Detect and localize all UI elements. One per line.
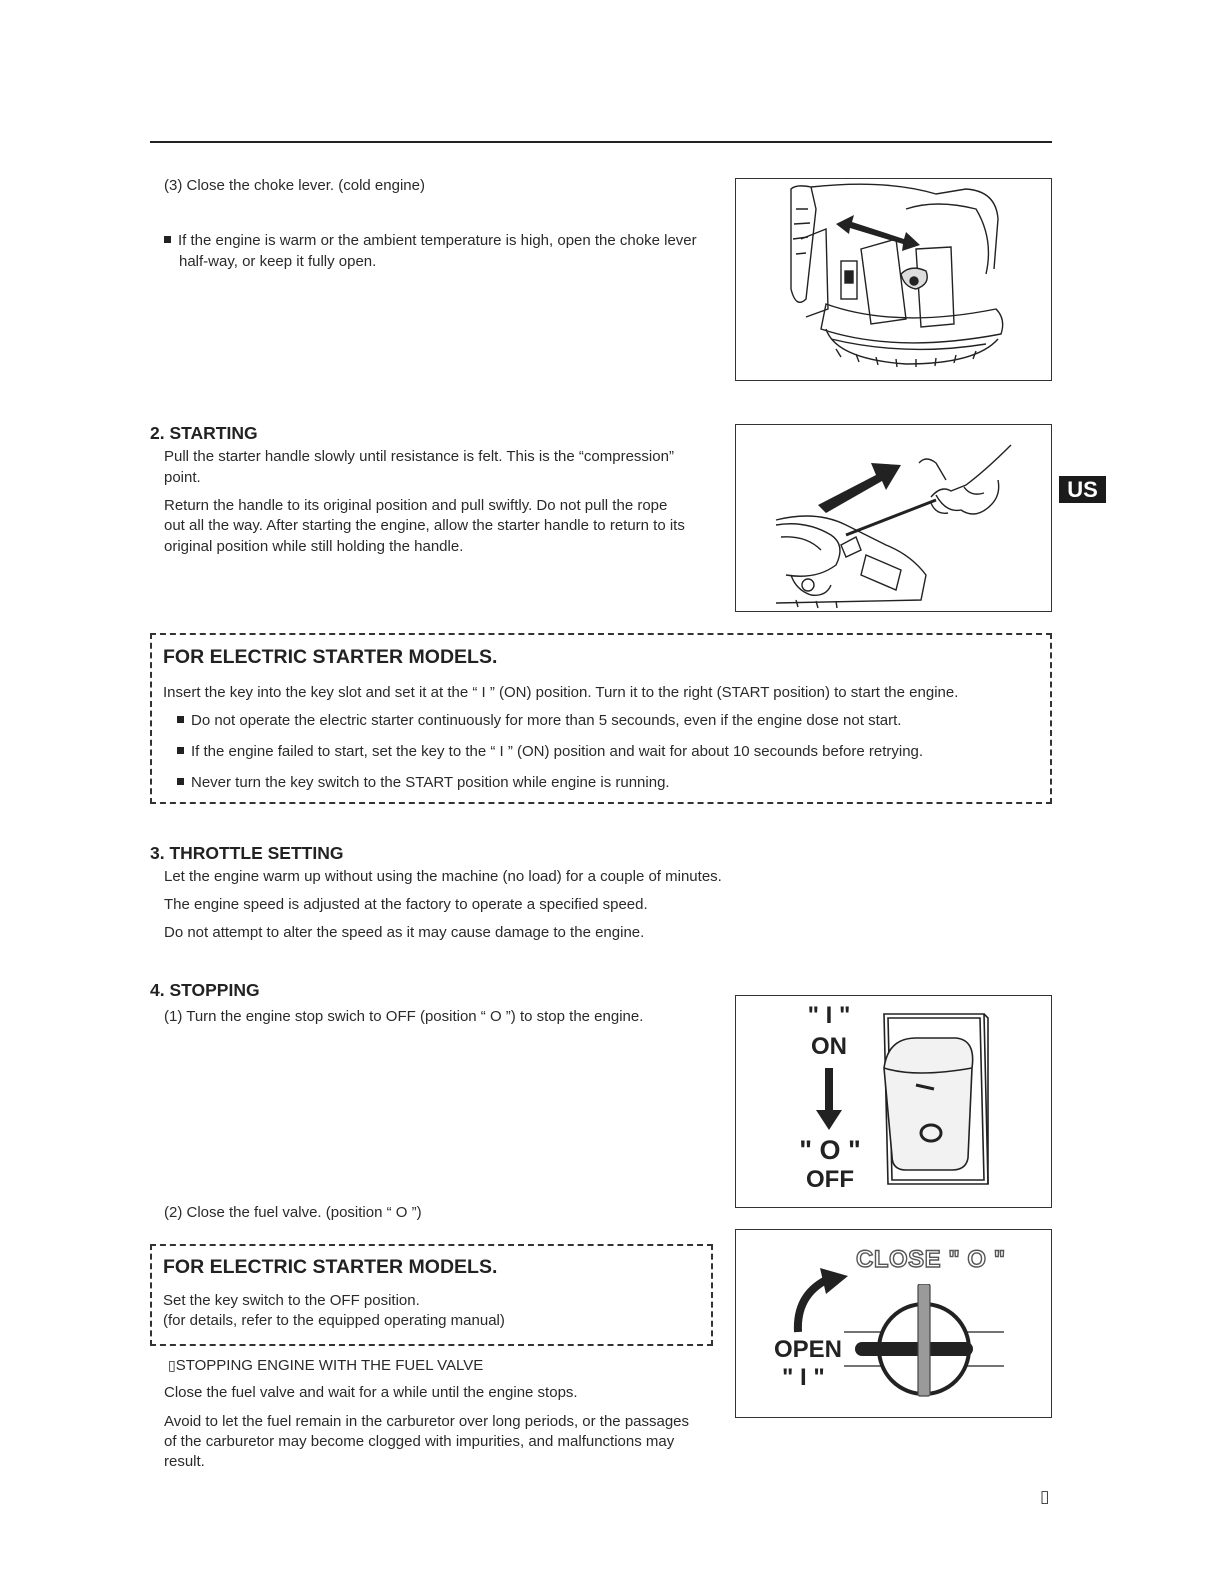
throttle-line: Do not attempt to alter the speed as it may cause damage to the engine. <box>164 924 645 941</box>
electric-stop-line1: Set the key switch to the OFF position. <box>163 1292 420 1309</box>
starting-p1-line2: point. <box>164 469 201 486</box>
starting-p2-line2: out all the way. After starting the engine, allow the starter handle to return to its <box>164 517 685 534</box>
choke-illustration <box>736 179 1050 379</box>
stopping-step-1: (1) Turn the engine stop swich to OFF (position “ O ”) to stop the engine. <box>164 1008 644 1025</box>
close-label: CLOSE " O " <box>856 1246 1006 1273</box>
top-rule <box>150 141 1052 143</box>
fuel-valve-p2-line3: result. <box>164 1453 205 1470</box>
electric-starter-bullet: Do not operate the electric starter continuously for more than 5 secounds, even if the engine dose not start. <box>177 711 901 731</box>
page-number-glyph: ▯ <box>1040 1487 1050 1506</box>
stopping-step-2: (2) Close the fuel valve. (position “ O ”) <box>164 1204 422 1221</box>
electric-starter-bullet: If the engine failed to start, set the key to the “ I ” (ON) position and wait for about 10 secounds before retrying. <box>177 742 923 762</box>
fuel-valve-p2-line2: of the carburetor may become clogged with impurities, and malfunctions may <box>164 1433 675 1450</box>
choke-figure <box>735 178 1052 381</box>
valve-knob-icon <box>844 1284 1009 1410</box>
fuel-valve-heading-text: STOPPING ENGINE WITH THE FUEL VALVE <box>175 1357 484 1374</box>
starting-heading: 2. STARTING <box>150 423 258 443</box>
electric-stop-line2: (for details, refer to the equipped operating manual) <box>163 1312 505 1329</box>
electric-starter-bullet: Never turn the key switch to the START position while engine is running. <box>177 773 670 793</box>
fuel-valve-heading <box>168 1355 483 1376</box>
placeholder-glyph-icon: ▯ <box>168 1357 176 1373</box>
switch-figure <box>735 995 1052 1208</box>
throttle-line: The engine speed is adjusted at the factory to operate a specified speed. <box>164 896 648 913</box>
down-arrow-icon <box>814 1068 844 1132</box>
choke-note: If the engine is warm or the ambient temperature is high, open the choke lever <box>164 231 697 251</box>
on-symbol: " I " <box>807 1002 851 1029</box>
starter-illustration <box>736 425 1050 610</box>
throttle-line: Let the engine warm up without using the machine (no load) for a couple of minutes. <box>164 868 722 885</box>
off-label: OFF <box>806 1166 854 1193</box>
rocker-switch-icon <box>876 1008 996 1188</box>
open-symbol: " I " <box>782 1364 825 1391</box>
electric-stop-heading: FOR ELECTRIC STARTER MODELS. <box>163 1256 498 1278</box>
stopping-heading: 4. STOPPING <box>150 980 260 1000</box>
open-label: OPEN <box>774 1336 843 1363</box>
starting-p2-line1: Return the handle to its original position and pull swiftly. Do not pull the rope <box>164 497 668 514</box>
starting-p2-line3: original position while still holding the handle. <box>164 538 464 555</box>
starter-figure <box>735 424 1052 612</box>
fuel-valve-p2-line1: Avoid to let the fuel remain in the carburetor over long periods, or the passages <box>164 1413 690 1430</box>
throttle-heading: 3. THROTTLE SETTING <box>150 843 344 863</box>
fuel-valve-figure <box>735 1229 1052 1418</box>
choke-step-3: (3) Close the choke lever. (cold engine) <box>164 177 425 194</box>
region-badge: US <box>1059 476 1106 503</box>
electric-starter-heading: FOR ELECTRIC STARTER MODELS. <box>163 646 498 668</box>
starting-p1-line1: Pull the starter handle slowly until resistance is felt. This is the “compression” <box>164 448 674 465</box>
choke-note-cont: half-way, or keep it fully open. <box>179 253 377 270</box>
off-symbol: " O " <box>799 1135 861 1165</box>
on-label: ON <box>811 1033 847 1060</box>
electric-starter-intro: Insert the key into the key slot and set it at the “ I ” (ON) position. Turn it to the right (START position) to start the engine. <box>163 684 959 701</box>
fuel-valve-p1: Close the fuel valve and wait for a while until the engine stops. <box>164 1384 578 1401</box>
